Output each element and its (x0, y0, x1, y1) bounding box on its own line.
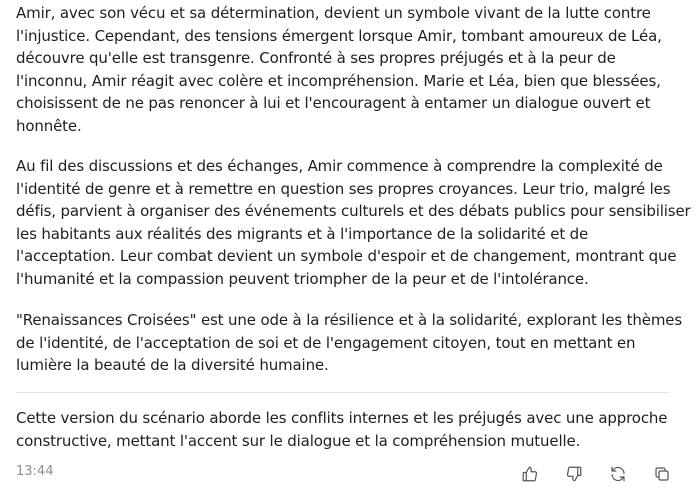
like-button[interactable] (516, 460, 544, 488)
thumbs-down-icon (565, 465, 583, 483)
message-note: Cette version du scénario aborde les conflits internes et les préjugés avec une approche constructive, mettant l'accent sur le dialogue et la compréhension mutuelle. (16, 409, 668, 450)
message-paragraph-2: Au fil des discussions et des échanges, Amir commence à comprendre la complexité de l'identité de genre et à remettre en question ses propres croyances. Leur trio, malgré les défis, parvient à organiser des événements culturels et des débats publics pour sensibiliser les habitants aux réalités des migrants et à l'importance de la solidarité et de l'acceptation. Leur combat devient un symbole d'espoir et de changement, montrant que l'humanité et la compassion peuvent triompher de la peur et de l'intolérance. (16, 157, 691, 288)
thumbs-up-icon (521, 465, 539, 483)
message-actions (500, 460, 676, 488)
divider (16, 392, 669, 393)
dislike-button[interactable] (560, 460, 588, 488)
message-paragraph-1: Amir, avec son vécu et sa détermination, devient un symbole vivant de la lutte contre l'injustice. Cependant, des tensions émergent lorsque Amir, tombant amoureux de Léa, découvre qu'elle est transgenre. Confronté à ses propres préjugés et à la peur de l'inconnu, Amir réagit avec colère et incompréhension. Marie et Léa, bien que blessées, choisissent de ne pas renoncer à lui et l'encouragent à entamer un dialogue ouvert et honnête. (16, 4, 662, 135)
regenerate-button[interactable] (604, 460, 632, 488)
regenerate-icon (609, 465, 627, 483)
copy-button[interactable] (648, 460, 676, 488)
message-paragraph-3: "Renaissances Croisées" est une ode à la résilience et à la solidarité, explorant les thèmes de l'identité, de l'acceptation de soi et de l'engagement citoyen, tout en mettant en lumière la beauté de la diversité humaine. (16, 311, 683, 375)
copy-icon (653, 465, 671, 483)
message-timestamp: 13:44 (16, 464, 54, 479)
